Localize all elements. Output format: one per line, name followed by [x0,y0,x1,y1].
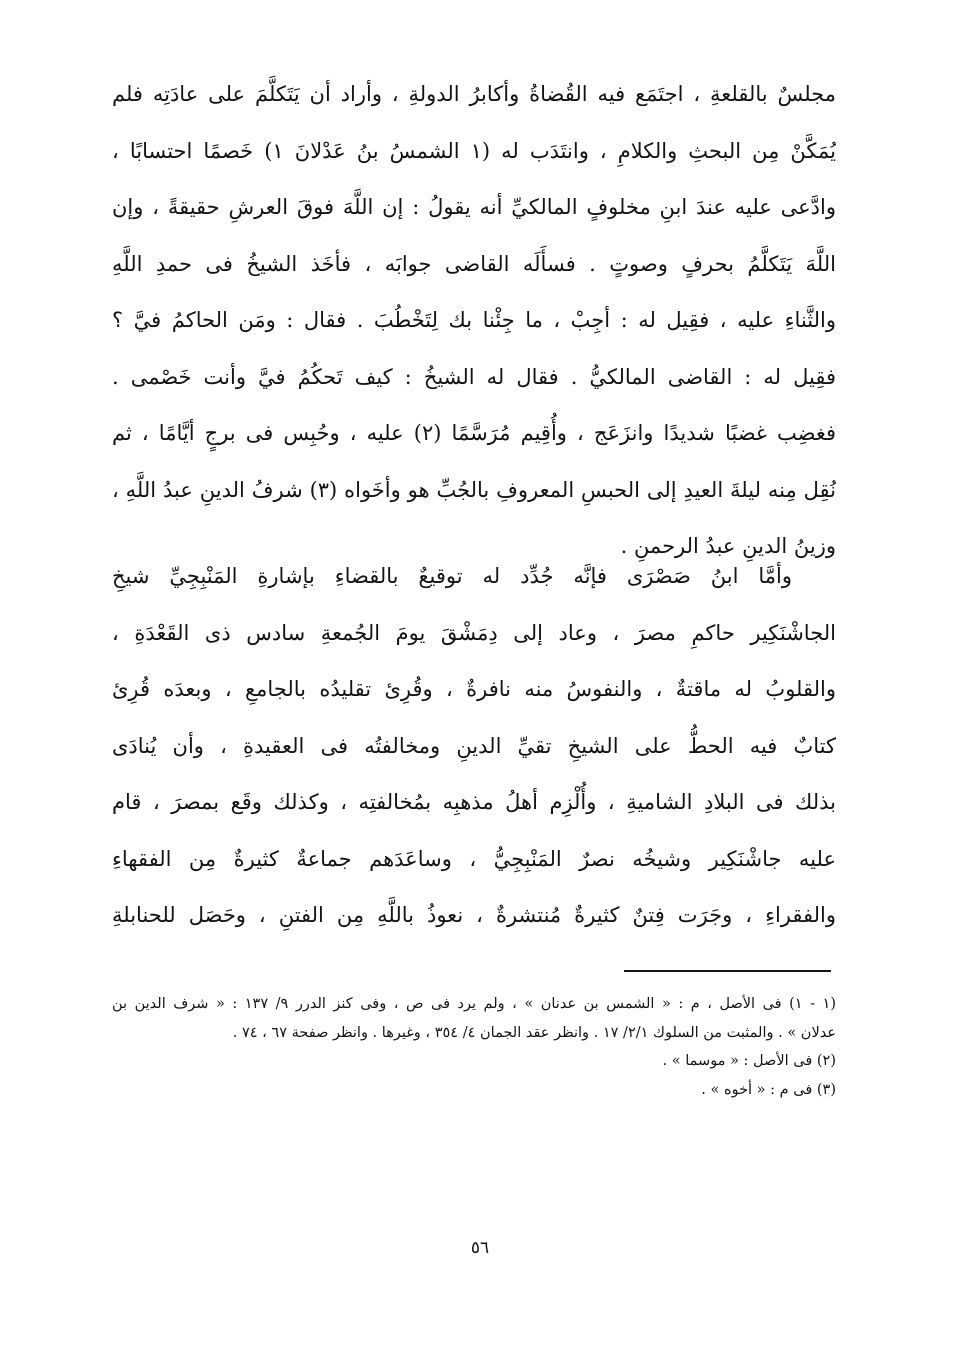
text-line: بذلك فى البلادِ الشاميةِ ، وأُلْزِم أهلُ مذهبِه بمُخالفتِه ، وكذلك وقَع بمصرَ ، قام [112,790,836,814]
text-line: فغضِب غضبًا شديدًا وانزَعَج ، وأُقِيم مُرَسَّمًا (٢) عليه ، وحُبِس فى برجٍ أيَّامًا ، ثم [112,421,836,445]
text-line: وأمَّا ابنُ صَصْرَى فإنَّه جُدِّد له توقيعٌ بالقضاءِ بإشارةِ المَنْبِجِيِّ شيخِ [112,564,792,588]
text-line: فقِيل له : القاضى المالكيُّ . فقال له الشيخُ : كيف تَحكُمُ فيَّ وأنت خَصْمى . [112,364,836,389]
footnote-line: (٢) فى الأصل : « موسما » . [662,1053,836,1069]
footnotes [112,990,836,1104]
text-line: وزينُ الدينِ عبدُ الرحمنِ . [620,534,836,558]
text-line: نُقِل مِنه ليلةَ العيدِ إلى الحبسِ المعروفِ بالجُبِّ هو وأخَواه (٣) شرفُ الدينِ عبدُ اللَّهِ ، [112,477,836,502]
text-line: اللَّهَ يَتَكلَّمُ بحرفٍ وصوتٍ . فسأَلَه القاضى جوابَه ، فأخَذ الشيخُ فى حمدِ اللَّهِ [112,251,836,276]
text-line: وادَّعى عليه عندَ ابنِ مخلوفٍ المالكيِّ أنه يقولُ : إن اللَّهَ فوقَ العرشِ حقيقةً ، وإن [112,195,836,219]
text-line: كتابٌ فيه الحطُّ على الشيخِ تقيِّ الدينِ ومخالفتُه فى العقيدةِ ، وأن يُنادَى [112,733,836,758]
footnote-line: (٣) فى م : « أخوه » . [701,1081,836,1098]
paragraph-2 [112,548,836,944]
text-line: يُمَكَّنْ مِن البحثِ والكلامِ ، وانتَدَب له (١ الشمسُ بنُ عَدْلانَ ١) خَصمًا احتسابًا ، [112,138,836,163]
footnote-line: عدلان » . والمثبت من السلوك ٢/١/ ١٧ . وانظر عقد الجمان ٤/ ٣٥٤ ، وغيرها . وانظر صفحة ٦٧ ، ٧٤ . [232,1024,836,1041]
text-line: والفقراءِ ، وجَرَت فِتنٌ كثيرةٌ مُنتشرةٌ ، نعوذُ باللَّهِ مِن الفتنِ ، وحَصَل للحنابلةِ [112,903,836,927]
text-line: والثَّناءِ عليه ، فقِيل له : أجِبْ ، ما جِئْنا بك لِتَخْطُبَ . فقال : ومَن الحاكمُ فيَّ ؟ [112,308,836,332]
text-line: مجلسٌ بالقلعةِ ، اجتَمَع فيه القُضاةُ وأكابرُ الدولةِ ، وأراد أن يَتَكلَّمَ على عادَتِه فلم [112,82,836,106]
page-number: ٥٦ [470,1238,490,1258]
footnote-separator [624,970,831,972]
footnote-line: (١ - ١) فى الأصل ، م : « الشمس بن عدنان » ، ولم يرد فى ص ، وفى كنز الدرر ٩/ ١٣٧ : « شرف الدين بن [112,996,836,1012]
paragraph-1 [112,66,836,575]
text-line: عليه جاشْنَكِير وشيخُه نصرٌ المَنْبِجِيُّ ، وساعَدَهم جماعةٌ كثيرةٌ مِن الفقهاءِ [112,846,836,871]
text-line: الجاشْنَكِير حاكمِ مصرَ ، وعاد إلى دِمَشْقَ يومَ الجُمعةِ سادس ذى القَعْدَةِ ، [112,620,836,645]
text-line: والقلوبُ له ماقتةٌ ، والنفوسُ منه نافرةٌ ، وقُرِئ تقليدُه بالجامعِ ، وبعدَه قُرِئ [112,677,836,701]
